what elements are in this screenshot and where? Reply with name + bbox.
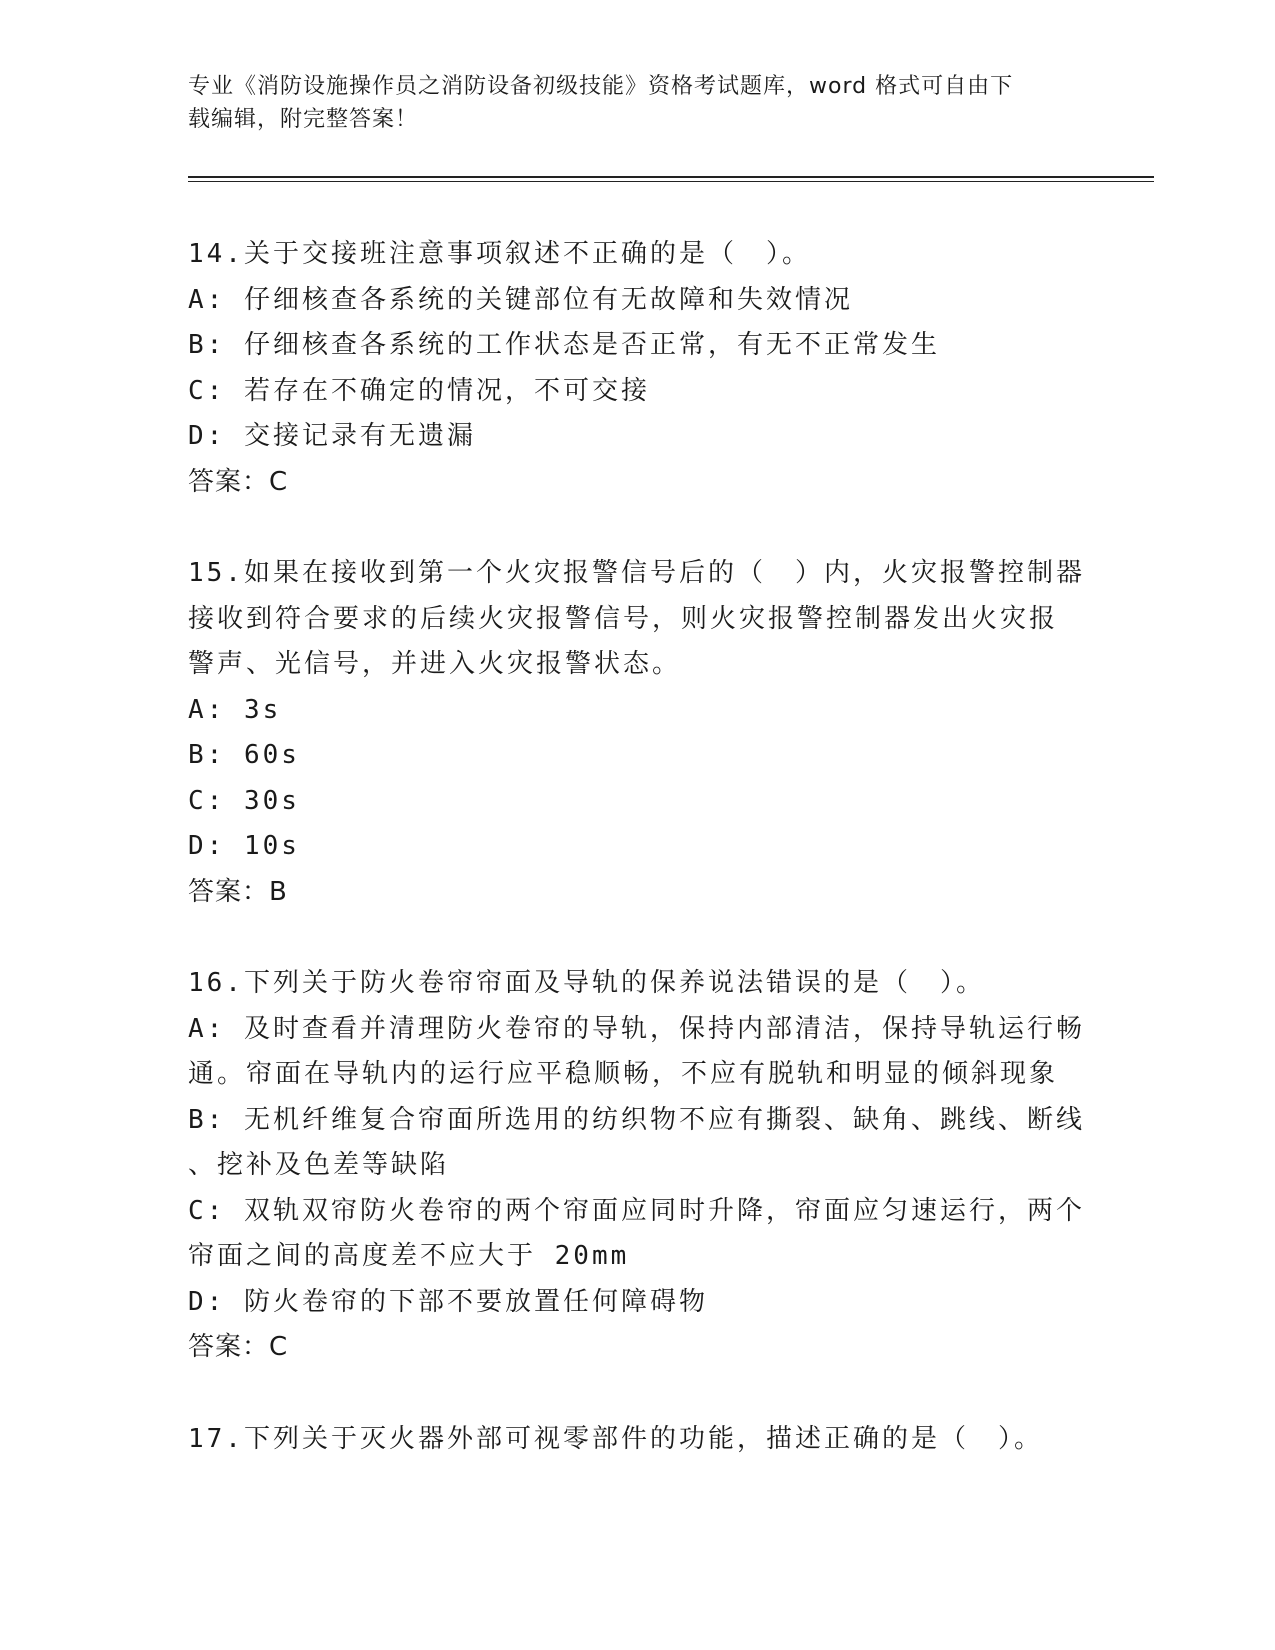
header-line-1: 专业《消防设施操作员之消防设备初级技能》资格考试题库，word 格式可自由下 (188, 74, 1014, 99)
question-14-answer: 答案：C (188, 466, 289, 497)
question-16-answer: 答案：C (188, 1332, 289, 1362)
question-spacer (188, 1371, 1088, 1417)
question-15-stem-line-3: 警声、光信号，并进入火灾报警状态。 (188, 649, 682, 679)
document-header (188, 70, 1068, 136)
question-14-option-c: C: 若存在不确定的情况，不可交接 (188, 375, 650, 406)
question-16-option-b-line-1: B: 无机纤维复合帘面所选用的纺织物不应有撕裂、缺角、跳线、断线 (188, 1104, 1085, 1135)
question-15 (188, 551, 1088, 915)
header-divider-thin (188, 181, 1154, 182)
question-15-stem-line-2: 接收到符合要求的后续火灾报警信号，则火灾报警控制器发出火灾报 (188, 603, 1059, 634)
question-16-option-c-line-1: C: 双轨双帘防火卷帘的两个帘面应同时升降，帘面应匀速运行，两个 (188, 1195, 1085, 1226)
header-divider-thick (188, 176, 1154, 178)
question-17-stem: 17.下列关于灭火器外部可视零部件的功能，描述正确的是（ ）。 (188, 1423, 1043, 1454)
question-15-option-c: C: 30s (188, 785, 300, 816)
question-15-option-b: B: 60s (188, 740, 300, 770)
header-line-2: 载编辑，附完整答案！ (188, 107, 419, 132)
question-15-stem-line-1: 15.如果在接收到第一个火灾报警信号后的（ ）内，火灾报警控制器 (188, 558, 1085, 588)
question-14-option-a: A: 仔细核查各系统的关键部位有无故障和失效情况 (188, 284, 853, 315)
question-14 (188, 232, 1088, 505)
question-16-stem: 16.下列关于防火卷帘帘面及导轨的保养说法错误的是（ ）。 (188, 968, 985, 998)
question-16-option-a-line-2: 通。帘面在导轨内的运行应平稳顺畅，不应有脱轨和明显的倾斜现象 (188, 1059, 1059, 1089)
question-15-option-a: A: 3s (188, 694, 282, 725)
question-16-option-b-line-2: 、挖补及色差等缺陷 (188, 1150, 450, 1180)
question-17 (188, 1417, 1088, 1463)
question-16-option-a-line-1: A: 及时查看并清理防火卷帘的导轨，保持内部清洁，保持导轨运行畅 (188, 1013, 1085, 1044)
question-15-answer: 答案：B (188, 876, 288, 907)
question-16 (188, 961, 1088, 1371)
question-15-option-d: D: 10s (188, 831, 300, 861)
question-16-option-d: D: 防火卷帘的下部不要放置任何障碍物 (188, 1286, 708, 1317)
question-spacer (188, 915, 1088, 961)
question-list (188, 232, 1088, 1462)
question-14-option-b: B: 仔细核查各系统的工作状态是否正常，有无不正常发生 (188, 330, 940, 360)
question-spacer (188, 505, 1088, 551)
question-14-stem: 14.关于交接班注意事项叙述不正确的是（ ）。 (188, 239, 811, 269)
question-14-option-d: D: 交接记录有无遗漏 (188, 421, 476, 451)
question-16-option-c-line-2: 帘面之间的高度差不应大于 20mm (188, 1241, 630, 1271)
